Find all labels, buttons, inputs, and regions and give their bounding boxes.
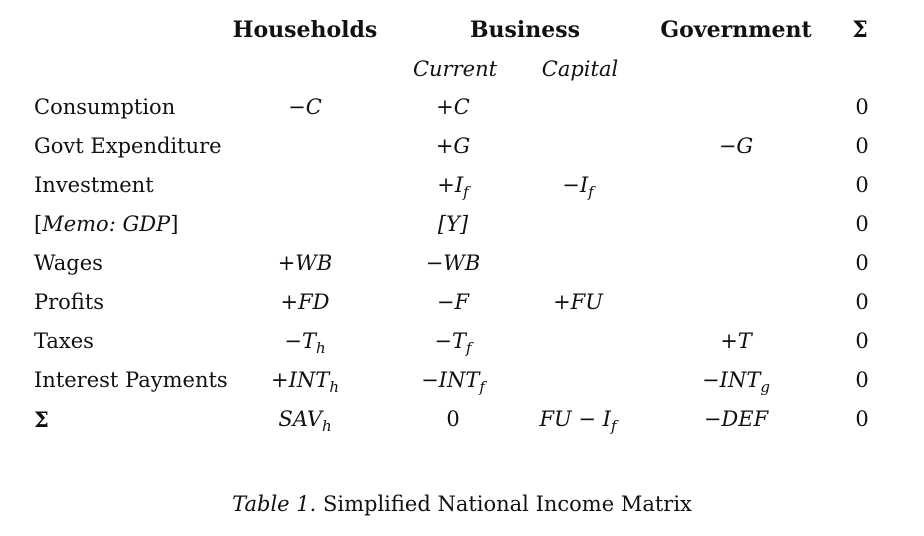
cell-government: −DEF	[703, 407, 769, 431]
cell-government: −G	[718, 134, 754, 158]
matrix-row	[0, 212, 924, 251]
cell-households: +FD	[280, 290, 330, 314]
cell-sigma: 0	[855, 212, 869, 236]
cell-current: +G	[435, 134, 471, 158]
cell-current: $-INT_f$	[421, 368, 485, 397]
cell-capital: FU − $I_f$	[539, 407, 617, 436]
row-label: Investment	[34, 173, 154, 197]
row-label: Σ	[34, 407, 49, 432]
cell-sigma: 0	[855, 173, 869, 197]
cell-sigma: 0	[855, 290, 869, 314]
cell-government: $-INT_g$	[702, 368, 770, 397]
cell-households: $SAV_h$	[278, 407, 332, 436]
cell-sigma: 0	[855, 251, 869, 275]
cell-current: [Y]	[437, 212, 469, 236]
cell-current: −F	[436, 290, 470, 314]
cell-sigma: 0	[855, 134, 869, 158]
row-label: Taxes	[34, 329, 94, 353]
cell-current: 0	[446, 407, 460, 431]
matrix-row	[0, 251, 924, 290]
cell-current: −WB	[425, 251, 481, 275]
cell-capital: +FU	[553, 290, 603, 314]
matrix-row	[0, 95, 924, 134]
row-label: [Memo: GDP]	[34, 212, 179, 236]
row-label: Wages	[34, 251, 103, 275]
table-caption	[0, 492, 924, 516]
cell-government: +T	[720, 329, 752, 353]
header-households: Households	[232, 17, 378, 43]
subheader-capital: Capital	[541, 57, 619, 81]
matrix-row	[0, 368, 924, 407]
row-label: Interest Payments	[34, 368, 228, 392]
cell-sigma: 0	[855, 407, 869, 431]
header-sigma: Σ	[852, 17, 868, 43]
cell-households: +WB	[277, 251, 333, 275]
matrix-row	[0, 290, 924, 329]
subheader-current: Current	[412, 57, 498, 81]
matrix-row	[0, 173, 924, 212]
cell-current: +C	[436, 95, 470, 119]
row-label: Consumption	[34, 95, 176, 119]
cell-households: −C	[288, 95, 322, 119]
cell-households: $+INT_h$	[271, 368, 339, 397]
cell-capital: $-I_f$	[562, 173, 594, 202]
row-label: Profits	[34, 290, 105, 314]
header-business: Business	[469, 17, 581, 43]
caption-table-number: Table 1.	[232, 492, 317, 516]
cell-current: $+I_f$	[437, 173, 469, 202]
cell-current: $-T_f$	[434, 329, 472, 358]
matrix-row	[0, 407, 924, 446]
matrix-row	[0, 329, 924, 368]
cell-households: $-T_h$	[284, 329, 326, 358]
cell-sigma: 0	[855, 368, 869, 392]
header-government: Government	[660, 17, 812, 43]
cell-sigma: 0	[855, 329, 869, 353]
cell-sigma: 0	[855, 95, 869, 119]
row-label: Govt Expenditure	[34, 134, 222, 158]
matrix-row	[0, 134, 924, 173]
caption-text: Simplified National Income Matrix	[323, 492, 692, 516]
